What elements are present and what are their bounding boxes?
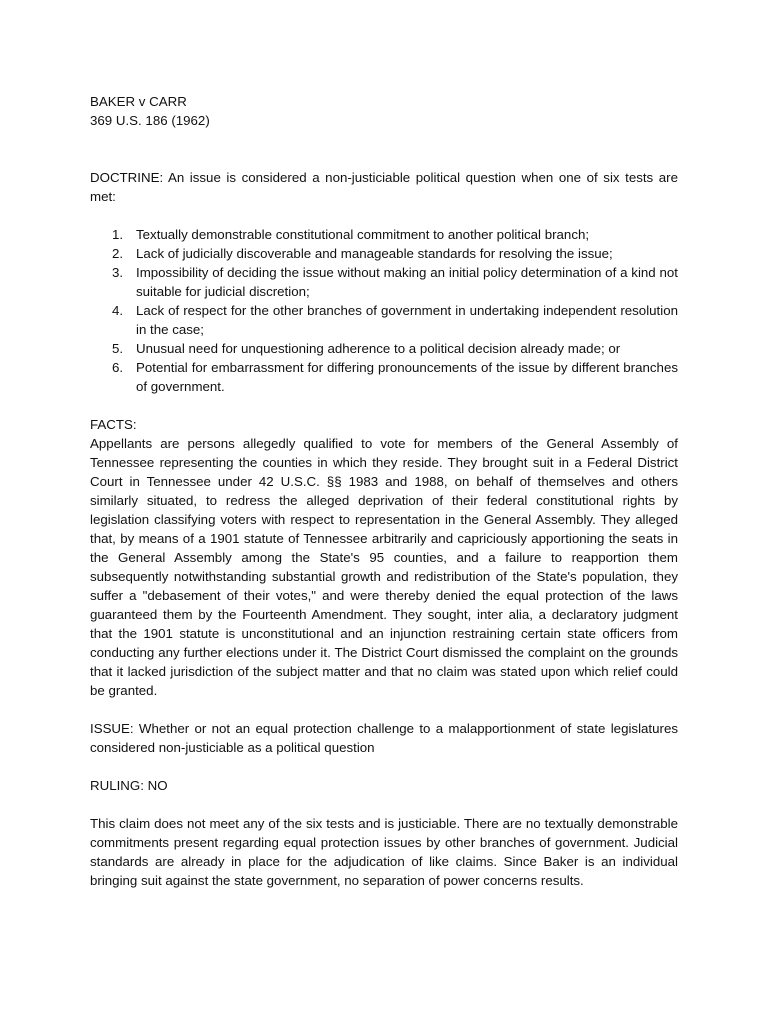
list-item (112, 263, 678, 301)
list-number: 2. (112, 246, 124, 261)
list-number: 6. (112, 360, 124, 375)
list-number: 3. (112, 265, 124, 280)
doctrine-tests-list (90, 225, 678, 396)
list-text: Potential for embarrassment for differing pronouncements of the issue by different branches of government. (136, 360, 678, 394)
ruling-paragraph: This claim does not meet any of the six tests and is justiciable. There are no textually demonstrable commitments present regarding equal protection issues by other branches of government. Judicial standards are already in place for the adjudication of like claims. Since Baker is an individual bringing suit against the state government, no separation of power concerns results. (90, 816, 678, 888)
list-item (112, 225, 678, 244)
list-item (112, 301, 678, 339)
issue-paragraph: ISSUE: Whether or not an equal protection challenge to a malapportionment of state legislatures considered non-justiciable as a political question (90, 721, 678, 755)
list-number: 1. (112, 227, 124, 242)
case-header (90, 92, 678, 130)
facts-paragraph: Appellants are persons allegedly qualified to vote for members of the General Assembly of Tennessee representing the counties in which they reside. They brought suit in a Federal District Court in Tennessee under 42 U.S.C. §§ 1983 and 1988, on behalf of themselves and others similarly situated, to redress the alleged deprivation of their federal constitutional rights by legislation classifying voters with respect to representation in the General Assembly. They alleged that, by means of a 1901 statute of Tennessee arbitrarily and capriciously apportioning the seats in the General Assembly among the State's 95 counties, and a failure to reapportion them subsequently notwithstanding substantial growth and redistribution of the State's population, they suffer a "debasement of their votes," and were thereby denied the equal protection of the laws guaranteed them by the Fourteenth Amendment. They sought, inter alia, a declaratory judgment that the 1901 statute is unconstitutional and an injunction restraining certain state officers from conducting any further elections under it. The District Court dismissed the complaint on the grounds that it lacked jurisdiction of the subject matter and that no claim was stated upon which relief could be granted. (90, 436, 678, 698)
list-number: 4. (112, 303, 124, 318)
ruling-heading: RULING: NO (90, 778, 168, 793)
case-title: BAKER v CARR (90, 94, 187, 109)
list-item (112, 358, 678, 396)
list-item (112, 339, 678, 358)
document-page (90, 92, 678, 890)
list-item (112, 244, 678, 263)
list-text: Lack of respect for the other branches of government in undertaking independent resolution in the case; (136, 303, 678, 337)
list-text: Textually demonstrable constitutional commitment to another political branch; (136, 227, 590, 242)
list-text: Lack of judicially discoverable and manageable standards for resolving the issue; (136, 246, 613, 261)
list-text: Impossibility of deciding the issue without making an initial policy determination of a kind not suitable for judicial discretion; (136, 265, 678, 299)
case-citation: 369 U.S. 186 (1962) (90, 113, 210, 128)
doctrine-paragraph: DOCTRINE: An issue is considered a non-justiciable political question when one of six tests are met: (90, 170, 678, 204)
list-number: 5. (112, 341, 124, 356)
list-text: Unusual need for unquestioning adherence to a political decision already made; or (136, 341, 621, 356)
facts-heading: FACTS: (90, 417, 137, 432)
